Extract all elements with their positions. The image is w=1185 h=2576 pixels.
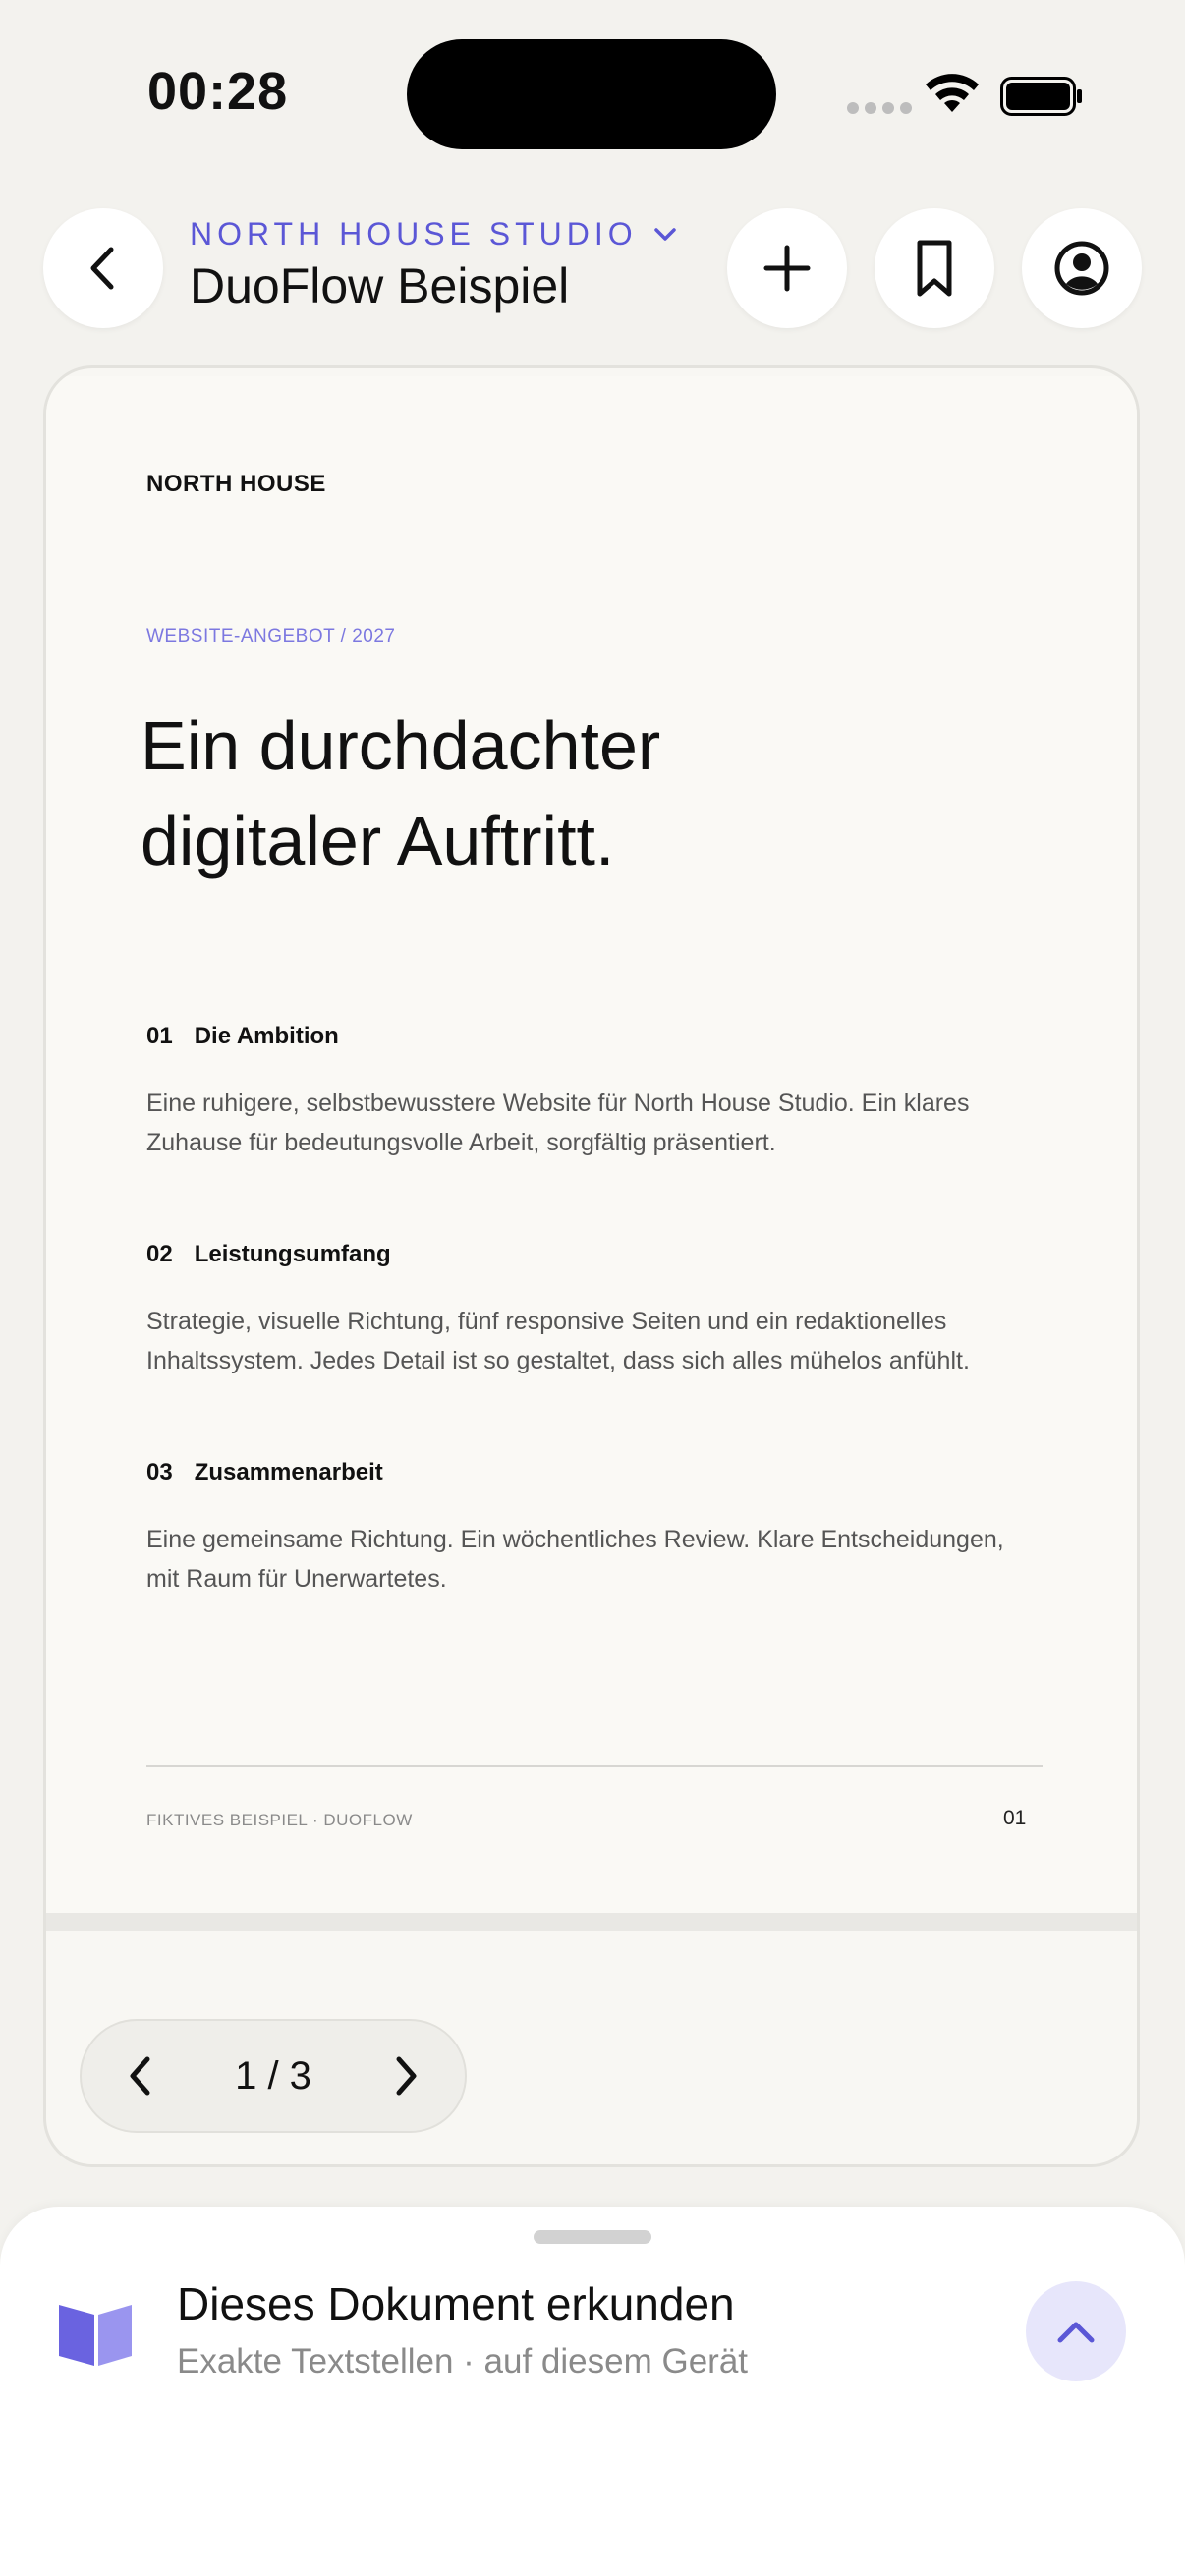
chevron-down-icon <box>653 227 677 243</box>
document-page <box>46 376 1137 1913</box>
chevron-right-icon <box>391 2054 421 2098</box>
sheet-drag-handle[interactable] <box>534 2230 651 2244</box>
chevron-left-icon <box>126 2054 155 2098</box>
sheet-title: Dieses Dokument erkunden <box>177 2278 735 2329</box>
dynamic-island <box>407 39 776 149</box>
section-title: Die Ambition <box>194 1023 339 1049</box>
chevron-up-icon <box>1054 2317 1098 2346</box>
cellular-signal-icon <box>847 102 912 114</box>
document-headline <box>141 699 927 889</box>
bookmark-button[interactable] <box>875 208 994 328</box>
page-indicator: 1 / 3 <box>235 2053 311 2098</box>
expand-sheet-button[interactable] <box>1026 2281 1126 2381</box>
bookmark-icon <box>915 239 954 298</box>
section-title: Zusammenarbeit <box>194 1459 383 1485</box>
document-eyebrow: WEBSITE-ANGEBOT / 2027 <box>146 626 396 646</box>
section-heading <box>146 1241 391 1268</box>
add-button[interactable] <box>727 208 847 328</box>
workspace-switcher[interactable] <box>190 216 677 252</box>
section-number: 02 <box>146 1241 173 1267</box>
status-time: 00:28 <box>147 62 289 121</box>
section-body: Strategie, visuelle Richtung, fünf responsive Seiten und ein redaktionelles Inhaltssystem. Jedes Detail ist so gestaltet, dass sich alles mühelos anfühlt. <box>146 1308 970 1374</box>
document-page-number: 01 <box>1003 1807 1027 1829</box>
headline-line-1: Ein durchdachter <box>141 707 661 784</box>
next-page-button[interactable] <box>386 2051 425 2100</box>
open-book-icon <box>57 2291 136 2370</box>
wifi-icon <box>924 73 981 116</box>
page-separator <box>46 1913 1137 1931</box>
footer-divider <box>146 1765 1043 1767</box>
section-body: Eine gemeinsame Richtung. Ein wöchentliches Review. Klare Entscheidungen, mit Raum für Unerwartetes. <box>146 1526 1004 1593</box>
sheet-subtitle: Exakte Textstellen · auf diesem Gerät <box>177 2342 749 2380</box>
battery-icon <box>1000 77 1083 116</box>
back-button[interactable] <box>43 208 163 328</box>
document-viewer[interactable] <box>43 365 1140 2167</box>
account-button[interactable] <box>1022 208 1142 328</box>
workspace-name: NORTH HOUSE STUDIO <box>190 216 638 252</box>
previous-page-button[interactable] <box>121 2051 160 2100</box>
document-footer-note: FIKTIVES BEISPIEL · DUOFLOW <box>146 1811 413 1829</box>
section-title: Leistungsumfang <box>194 1241 391 1267</box>
page-navigator <box>80 2019 467 2133</box>
section-heading <box>146 1023 339 1050</box>
chevron-left-icon <box>84 244 123 293</box>
section-number: 03 <box>146 1459 173 1485</box>
section-number: 01 <box>146 1023 173 1049</box>
headline-line-2: digitaler Auftritt. <box>141 803 615 879</box>
section-body: Eine ruhigere, selbstbewusstere Website für North House Studio. Ein klares Zuhause für bedeutungsvolle Arbeit, sorgfältig präsentiert. <box>146 1090 970 1156</box>
document-brand: NORTH HOUSE <box>146 471 326 497</box>
plus-icon <box>762 244 812 293</box>
user-circle-icon <box>1053 240 1110 297</box>
document-title: DuoFlow Beispiel <box>190 258 570 313</box>
explore-sheet[interactable] <box>0 2207 1185 2576</box>
section-heading <box>146 1459 383 1486</box>
